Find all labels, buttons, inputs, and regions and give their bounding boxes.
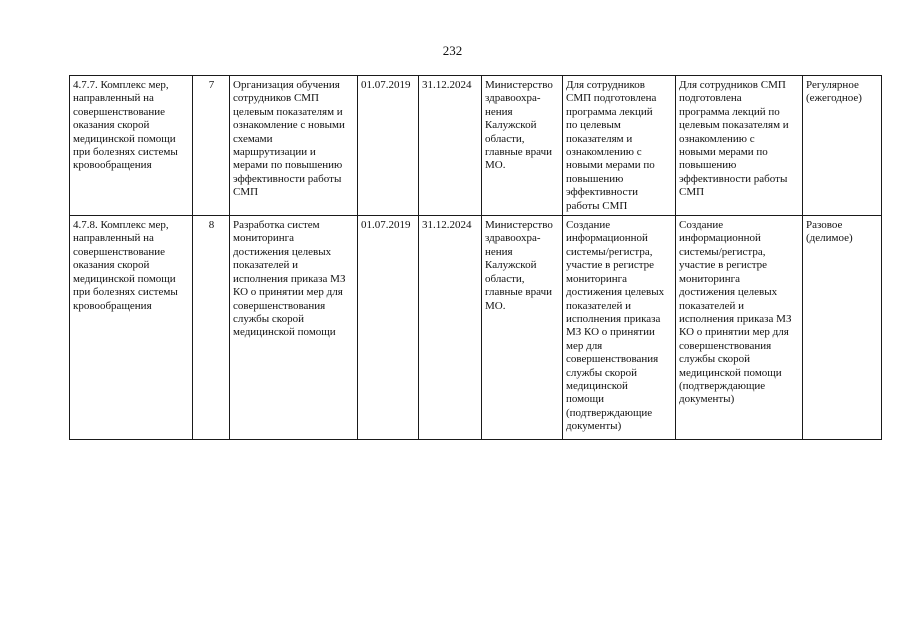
type-text: Регулярное (ежегодное) — [806, 79, 862, 105]
responsible-text: Министерство здравоохра- нения Калужской области, главные врачи МО. — [485, 79, 553, 172]
plan-table — [69, 75, 882, 440]
number-cell — [193, 76, 230, 216]
result-cell — [563, 76, 676, 216]
result-text: Для сотрудников СМП подготовлена программа лекций по целевым показателям и ознакомлению с новыми мерами по повышению эффективности работы СМП — [566, 79, 657, 212]
end-date-text: 31.12.2024 — [422, 79, 472, 91]
result-cell — [563, 216, 676, 440]
indicator-cell — [676, 216, 803, 440]
end-date-cell — [419, 216, 482, 440]
indicator-text: Создание информационной системы/регистра, участие в регистре мониторинга достижения целевых показателей и исполнения приказа МЗ КО о принятии мер для совершенствования службы скорой медицинской помощи (подтверждающие документы) — [679, 219, 792, 406]
measure-cell — [230, 216, 358, 440]
item-text: 4.7.7. Комплекс мер, направленный на совершенствование оказания скорой медицинской помощи при болезнях системы кровообращения — [73, 79, 178, 172]
measure-cell — [230, 76, 358, 216]
indicator-cell — [676, 76, 803, 216]
item-cell — [70, 216, 193, 440]
type-cell — [803, 216, 882, 440]
table-row — [70, 216, 882, 440]
type-text: Разовое (делимое) — [806, 219, 853, 245]
start-date-text: 01.07.2019 — [361, 79, 411, 91]
start-date-cell — [358, 216, 419, 440]
indicator-text: Для сотрудников СМП подготовлена программа лекций по целевым показателям и ознакомлению с новыми мерами по повышению эффективности работы СМП — [679, 79, 789, 199]
page-number: 232 — [442, 43, 463, 58]
type-cell — [803, 76, 882, 216]
number-text: 8 — [208, 219, 215, 232]
end-date-text: 31.12.2024 — [422, 219, 472, 232]
table-row — [70, 76, 882, 216]
measure-text: Организация обучения сотрудников СМП целевым показателям и ознакомление с новыми схемами маршрутизации и мерами по повышению эффективности работы СМП — [233, 79, 345, 199]
item-text: 4.7.8. Комплекс мер, направленный на совершенствование оказания скорой медицинской помощи при болезнях системы кровообращения — [73, 219, 178, 312]
responsible-cell — [482, 216, 563, 440]
start-date-cell — [358, 76, 419, 216]
number-text: 7 — [208, 79, 215, 91]
responsible-cell — [482, 76, 563, 216]
item-cell — [70, 76, 193, 216]
result-text: Создание информационной системы/регистра, участие в регистре мониторинга достижения целевых показателей и исполнения приказа МЗ КО о принятии мер для совершенствования службы скорой медицинской помощи (подтверждающие документы) — [566, 219, 665, 433]
end-date-cell — [419, 76, 482, 216]
measure-text: Разработка систем мониторинга достижения целевых показателей и исполнения приказа МЗ КО о принятии мер для совершенствования службы скорой медицинской помощи — [233, 219, 346, 339]
number-cell — [193, 216, 230, 440]
start-date-text: 01.07.2019 — [361, 219, 411, 232]
responsible-text: Министерство здравоохра- нения Калужской области, главные врачи МО. — [485, 219, 553, 312]
